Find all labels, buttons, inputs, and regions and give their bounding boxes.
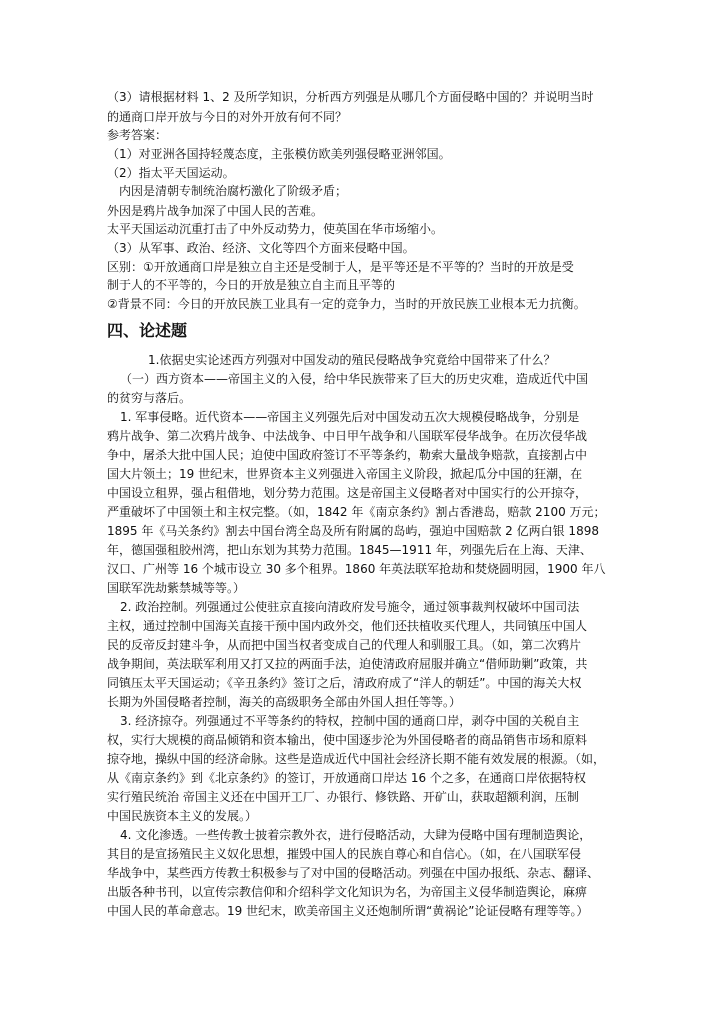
essay-line: 华战争中，某些西方传教士积极参与了对中国的侵略活动。列强在中国办报纸、杂志、翻译、 xyxy=(107,866,600,880)
answer-line: （1）对亚洲各国持轻蔑态度，主张模仿欧美列强侵略亚洲邻国。 xyxy=(107,147,451,161)
essay-line: 的贫穷与落后。 xyxy=(107,391,192,405)
essay-line: 掠夺地，操纵中国的经济命脉。这些是造成近代中国社会经济长期不能有效发展的根源。（如， xyxy=(107,752,606,766)
essay-line: 年，德国强租胶州湾，把山东划为其势力范围。1845—1911 年，列强先后在上海、天津、 xyxy=(107,543,592,557)
essay-line: 严重破坏了中国领土和主权完整。（如，1842 年《南京条约》割占香港岛，赔款 2100 万元； xyxy=(107,505,606,519)
essay-line: 1895 年《马关条约》割去中国台湾全岛及所有附属的岛屿，强迫中国赔款 2 亿两白银 1898 xyxy=(107,524,599,538)
essay-line: 1. 军事侵略。近代资本——帝国主义列强先后对中国发动五次大规模侵略战争，分别是 xyxy=(120,410,580,424)
essay-line: 3. 经济掠夺。列强通过不平等条约的特权，控制中国的通商口岸，剥夺中国的关税自主 xyxy=(120,714,580,728)
essay-line: 中国设立租界，强占租借地，划分势力范围。这是帝国主义侵略者对中国实行的公开掠夺， xyxy=(107,486,588,500)
answer-line: 制于人的不平等的，今日的开放是独立自主而且平等的 xyxy=(107,278,396,292)
essay-question: 1.依据史实论述西方列强对中国发动的殖民侵略战争究竟给中国带来了什么？ xyxy=(148,353,556,367)
essay-line: 中国民族资本主义的发展。） xyxy=(107,809,258,823)
reference-answer-label: 参考答案： xyxy=(107,128,168,142)
answer-line: （2）指太平天国运动。 xyxy=(107,166,235,180)
essay-line: 长期为外国侵略者控制，海关的高级职务全部由外国人担任等等。） xyxy=(107,695,462,709)
essay-line: 其目的是宣扬殖民主义奴化思想，摧毁中国人的民族自尊心和自信心。（如，在八国联军侵 xyxy=(107,847,582,861)
question-3-line-2: 的通商口岸开放与今日的对外开放有何不同？ xyxy=(107,110,348,124)
answer-line: 内因是清朝专制统治腐朽激化了阶级矛盾； xyxy=(107,184,348,198)
answer-line: 外因是鸦片战争加深了中国人民的苦难。 xyxy=(107,204,324,218)
answer-line: 太平天国运动沉重打击了中外反动势力，使英国在华市场缩小。 xyxy=(107,222,444,236)
essay-line: 国大片领土；19 世纪末，世界资本主义列强进入帝国主义阶段，掀起瓜分中国的狂潮，在 xyxy=(107,467,583,481)
essay-line: 实行殖民统治 帝国主义还在中国开工厂、办银行、修铁路、开矿山，获取超额利润，压制 xyxy=(107,790,579,804)
essay-line: 战争期间，英法联军利用又打又拉的两面手法，迫使清政府屈服并确立“借师助剿”政策，共 xyxy=(107,657,588,671)
essay-line: 鸦片战争、第二次鸦片战争、中法战争、中日甲午战争和八国联军侵华战争。在历次侵华战 xyxy=(107,429,588,443)
essay-line: 同镇压太平天国运动；《辛丑条约》签订之后，清政府成了“洋人的朝廷”。中国的海关大权 xyxy=(107,676,582,690)
essay-line: 中国人民的革命意志。19 世纪末，欧美帝国主义还炮制所谓“黄祸论”论证侵略有理等等。） xyxy=(107,904,589,918)
essay-line: 权，实行大规模的商品倾销和资本输出，使中国逐步沦为外国侵略者的商品销售市场和原料 xyxy=(107,733,588,747)
answer-line: 区别：①开放通商口岸是独立自主还是受制于人，是平等还是不平等的？当时的开放是受 xyxy=(107,260,574,274)
question-3-line-1: （3）请根据材料 1、2 及所学知识，分析西方列强是从哪几个方面侵略中国的？并说明当时 xyxy=(107,90,594,104)
essay-line: 汉口、广州等 16 个城市设立 30 多个租界。1860 年英法联军抢劫和焚烧圆明园，1900 年八 xyxy=(107,562,606,576)
answer-line: ②背景不同：今日的开放民族工业具有一定的竞争力，当时的开放民族工业根本无力抗衡。 xyxy=(107,297,586,311)
section-heading: 四、论述题 xyxy=(107,321,188,340)
answer-line: （3）从军事、政治、经济、文化等四个方面来侵略中国。 xyxy=(107,241,415,255)
essay-line: 出版各种书刊，以宣传宗教信仰和介绍科学文化知识为名，为帝国主义侵华制造舆论，麻痹 xyxy=(107,885,588,899)
essay-line: 主权，通过控制中国海关直接干预中国内政外交，他们还扶植收买代理人，共同镇压中国人 xyxy=(107,619,588,633)
essay-line: 民的反帝反封建斗争，从而把中国当权者变成自己的代理人和驯服工具。（如，第二次鸦片 xyxy=(107,638,582,652)
essay-line: （一）西方资本——帝国主义的入侵，给中华民族带来了巨大的历史灾难，造成近代中国 xyxy=(120,372,589,386)
essay-line: 从《南京条约》到《北京条约》的签订，开放通商口岸达 16 个之多，在通商口岸依据特权 xyxy=(107,771,586,785)
essay-line: 国联军洗劫紫禁城等等。） xyxy=(107,581,246,595)
essay-line: 4. 文化渗透。一些传教士披着宗教外衣，进行侵略活动，大肆为侵略中国有理制造舆论， xyxy=(120,828,592,842)
essay-line: 2. 政治控制。列强通过公使驻京直接向清政府发号施令，通过领事裁判权破坏中国司法 xyxy=(120,600,580,614)
essay-line: 争中，屠杀大批中国人民；迫使中国政府签订不平等条约，勒索大量战争赔款，直接割占中 xyxy=(107,448,588,462)
